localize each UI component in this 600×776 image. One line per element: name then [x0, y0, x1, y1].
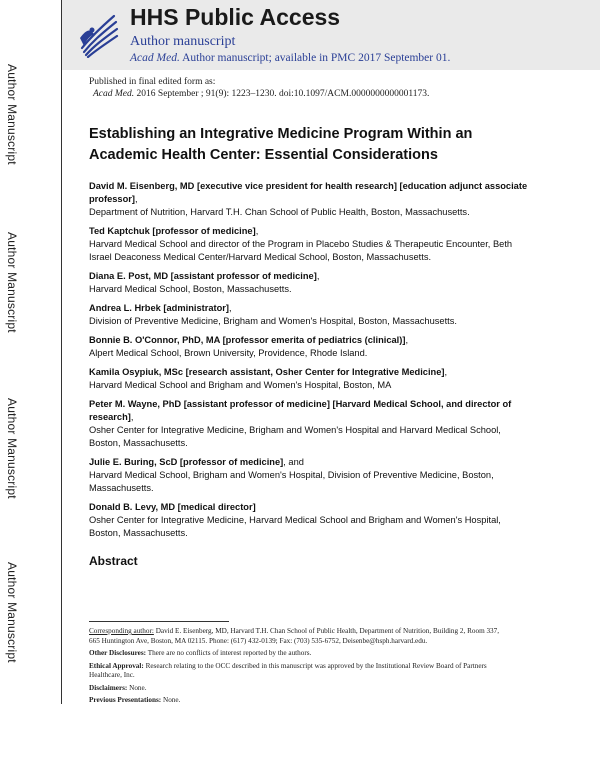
- availability-text: Author manuscript; available in PMC 2017 September 01.: [182, 52, 451, 64]
- footnote-label: Disclaimers:: [89, 683, 128, 692]
- sidebar-label-author-manuscript: Author Manuscript: [5, 398, 19, 499]
- footnote-label: Other Disclosures:: [89, 649, 147, 657]
- footnotes: [89, 627, 509, 709]
- author-entry: [89, 180, 529, 219]
- hhs-public-access-title: HHS Public Access: [130, 4, 341, 30]
- footnote-disclaimers: [89, 684, 509, 694]
- footnote-text: None.: [163, 696, 181, 704]
- footnote-ethical-approval: [89, 662, 509, 681]
- citation-text: 2016 September ; 91(9): 1223–1230. doi:10.1097/ACM.0000000000001173.: [136, 89, 430, 99]
- availability-line: [130, 52, 450, 64]
- author-name: Diana E. Post, MD [assistant professor of medicine]: [89, 271, 317, 281]
- published-label: Published in final edited form as:: [89, 77, 216, 87]
- abstract-heading: Abstract: [89, 554, 138, 568]
- footnote-divider: [89, 621, 229, 622]
- author-suffix: ,: [229, 303, 232, 313]
- sidebar-divider: [61, 0, 62, 704]
- author-name: Kamila Osypiuk, MSc [research assistant, Osher Center for Integrative Medicine]: [89, 367, 445, 377]
- published-block: [89, 76, 429, 100]
- sidebar-label-author-manuscript: Author Manuscript: [5, 232, 19, 333]
- author-affiliation: Osher Center for Integrative Medicine, Harvard Medical School and Brigham and Women's Hospital, Boston, Massachusetts.: [89, 515, 501, 538]
- sidebar-label-author-manuscript: Author Manuscript: [5, 562, 19, 663]
- footnote-text: None.: [129, 683, 147, 692]
- sidebar: [0, 0, 62, 700]
- footnote-text: David E. Eisenberg, MD, Harvard T.H. Chan School of Public Health, Department of Nutrition, Building 2, Room 337, 665 Huntington Ave, Boston, MA 02115. Phone: (617) 432-0139; Fax: (703) 535-6752, Deisenbe@hsph.harvard.edu.: [89, 627, 500, 645]
- footnote-text: Research relating to the OCC described in this manuscript was approved by the Institutional Review Board of Partners Healthcare, Inc.: [89, 661, 487, 679]
- author-entry: [89, 225, 529, 264]
- author-name: Ted Kaptchuk [professor of medicine]: [89, 226, 256, 236]
- author-entry: [89, 302, 529, 328]
- footnote-corresponding-author: [89, 627, 509, 646]
- author-name: David M. Eisenberg, MD [executive vice president for health research] [education adjunct associate professor]: [89, 181, 528, 204]
- journal-abbrev: Acad Med.: [130, 52, 180, 64]
- author-affiliation: Alpert Medical School, Brown University, Providence, Rhode Island.: [89, 348, 368, 358]
- sidebar-label-author-manuscript: Author Manuscript: [5, 64, 19, 165]
- author-entry: [89, 366, 529, 392]
- citation-journal: Acad Med.: [93, 89, 135, 99]
- footnote-text: There are no conflicts of interest reported by the authors.: [147, 649, 312, 657]
- author-entry: [89, 456, 529, 495]
- footnote-disclosures: [89, 649, 509, 659]
- hhs-header: [62, 0, 600, 70]
- footnote-label: Ethical Approval:: [89, 661, 144, 670]
- hhs-eagle-logo-icon: [76, 8, 120, 58]
- author-suffix: ,: [130, 412, 134, 422]
- author-suffix: ,: [134, 194, 138, 204]
- author-affiliation: Harvard Medical School and Brigham and Women's Hospital, Boston, MA: [89, 380, 392, 390]
- author-suffix: ,: [405, 335, 409, 345]
- author-manuscript-subtitle: Author manuscript: [130, 34, 236, 49]
- author-suffix: , and: [283, 457, 304, 467]
- author-affiliation: Harvard Medical School and director of the Program in Placebo Studies & Therapeutic Encounter, Beth Israel Deaconess Medical Center/Harvard Medical School, Boston, Massachusetts.: [89, 239, 513, 262]
- article-title: Establishing an Integrative Medicine Program Within an Academic Health Center: Essential Considerations: [89, 126, 473, 163]
- author-name: Peter M. Wayne, PhD [assistant professor of medicine] [Harvard Medical School, and director of research]: [89, 399, 512, 422]
- citation-line: [89, 88, 429, 100]
- footnote-label: Previous Presentations:: [89, 696, 162, 704]
- author-entry: [89, 501, 529, 540]
- author-affiliation: Department of Nutrition, Harvard T.H. Chan School of Public Health, Boston, Massachusetts.: [89, 207, 470, 217]
- author-entry: [89, 334, 529, 360]
- author-entry: [89, 270, 529, 296]
- author-suffix: ,: [255, 226, 259, 236]
- author-entry: [89, 398, 529, 450]
- author-name: Andrea L. Hrbek [administrator]: [89, 303, 229, 313]
- author-affiliation: Harvard Medical School, Brigham and Women's Hospital, Division of Preventive Medicine, Boston, Massachusetts.: [89, 470, 494, 493]
- author-name: Julie E. Buring, ScD [professor of medicine]: [89, 457, 284, 467]
- footnote-previous-presentations: [89, 696, 509, 706]
- author-suffix: ,: [316, 271, 320, 281]
- author-suffix: ,: [444, 367, 448, 377]
- footnote-label: Corresponding author:: [89, 627, 154, 635]
- author-name: Bonnie B. O'Connor, PhD, MA [professor emerita of pediatrics (clinical)]: [89, 335, 406, 345]
- author-affiliation: Osher Center for Integrative Medicine, Brigham and Women's Hospital and Harvard Medical School, Boston, Massachusetts.: [89, 425, 501, 448]
- article-main: [89, 124, 529, 568]
- author-affiliation: Harvard Medical School, Boston, Massachusetts.: [89, 284, 292, 294]
- author-name: Donald B. Levy, MD [medical director]: [89, 502, 256, 512]
- author-affiliation: Division of Preventive Medicine, Brigham and Women's Hospital, Boston, Massachusetts.: [89, 316, 457, 326]
